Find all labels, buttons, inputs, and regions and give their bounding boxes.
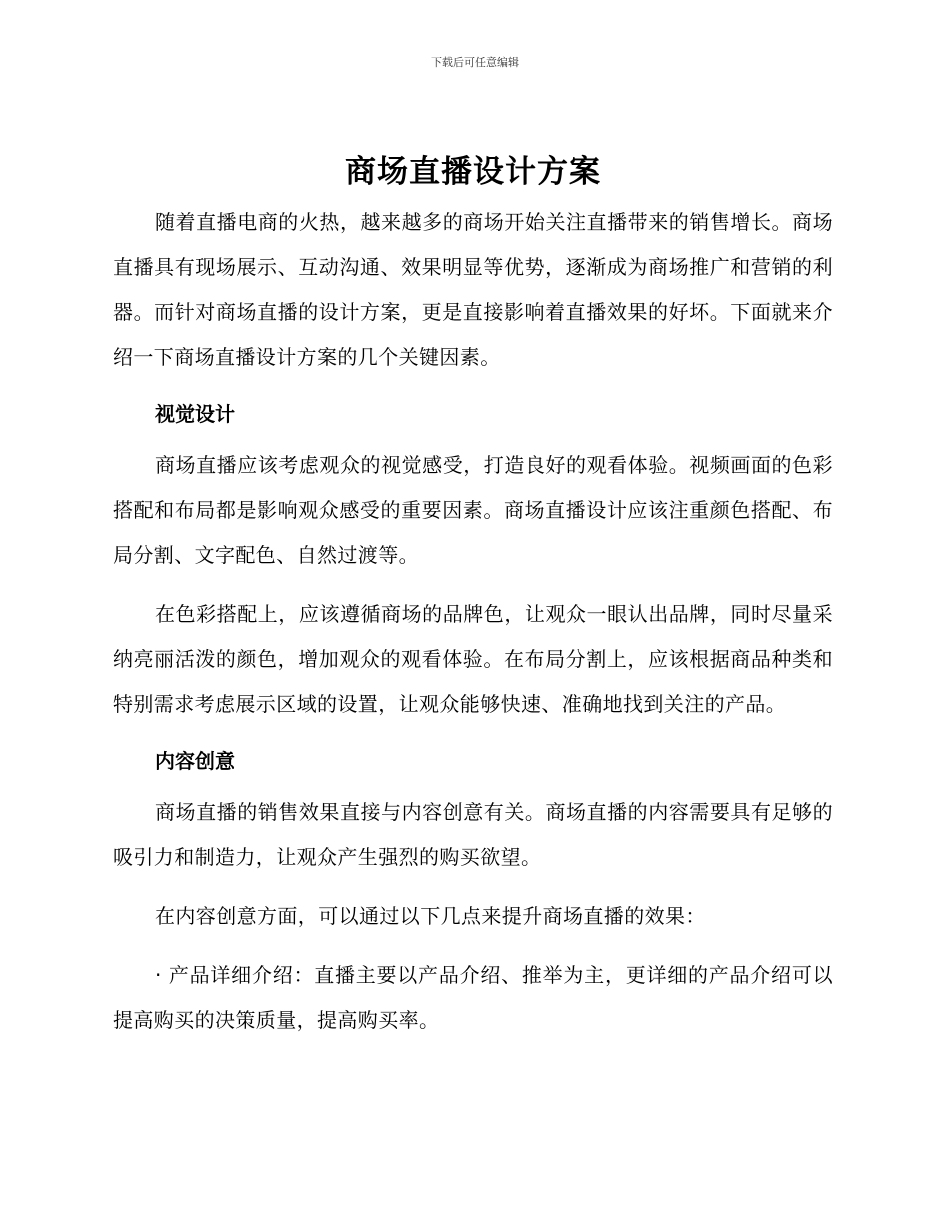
section-heading-content-creativity: 内容创意 [155, 749, 235, 773]
intro-paragraph: 随着直播电商的火热，越来越多的商场开始关注直播带来的销售增长。商场直播具有现场展示、互动沟通、效果明显等优势，逐渐成为商场推广和营销的利器。而针对商场直播的设计方案，更是直接影响着直播效果的好坏。下面就来介绍一下商场直播设计方案的几个关键因素。 [113, 210, 833, 369]
visual-design-paragraph-1: 商场直播应该考虑观众的视觉感受，打造良好的观看体验。视频画面的色彩搭配和布局都是影响观众感受的重要因素。商场直播设计应该注重颜色搭配、布局分割、文字配色、自然过渡等。 [113, 453, 833, 567]
section-heading-visual-design: 视觉设计 [155, 402, 235, 426]
content-creativity-paragraph-2: 在内容创意方面，可以通过以下几点来提升商场直播的效果： [155, 904, 706, 928]
header-note: 下载后可任意编辑 [431, 56, 519, 69]
visual-design-paragraph-2: 在色彩搭配上，应该遵循商场的品牌色，让观众一眼认出品牌，同时尽量采纳亮丽活泼的颜色，增加观众的观看体验。在布局分割上，应该根据商品种类和特别需求考虑展示区域的设置，让观众能够快速、准确地找到关注的产品。 [113, 602, 833, 716]
document-body [113, 148, 833, 1043]
page-title: 商场直播设计方案 [345, 154, 601, 190]
bullet-item-product-intro: · 产品详细介绍：直播主要以产品介绍、推举为主，更详细的产品介绍可以提高购买的决策质量，提高购买率。 [113, 963, 833, 1032]
content-creativity-paragraph-1: 商场直播的销售效果直接与内容创意有关。商场直播的内容需要具有足够的吸引力和制造力，让观众产生强烈的购买欲望。 [113, 800, 833, 869]
